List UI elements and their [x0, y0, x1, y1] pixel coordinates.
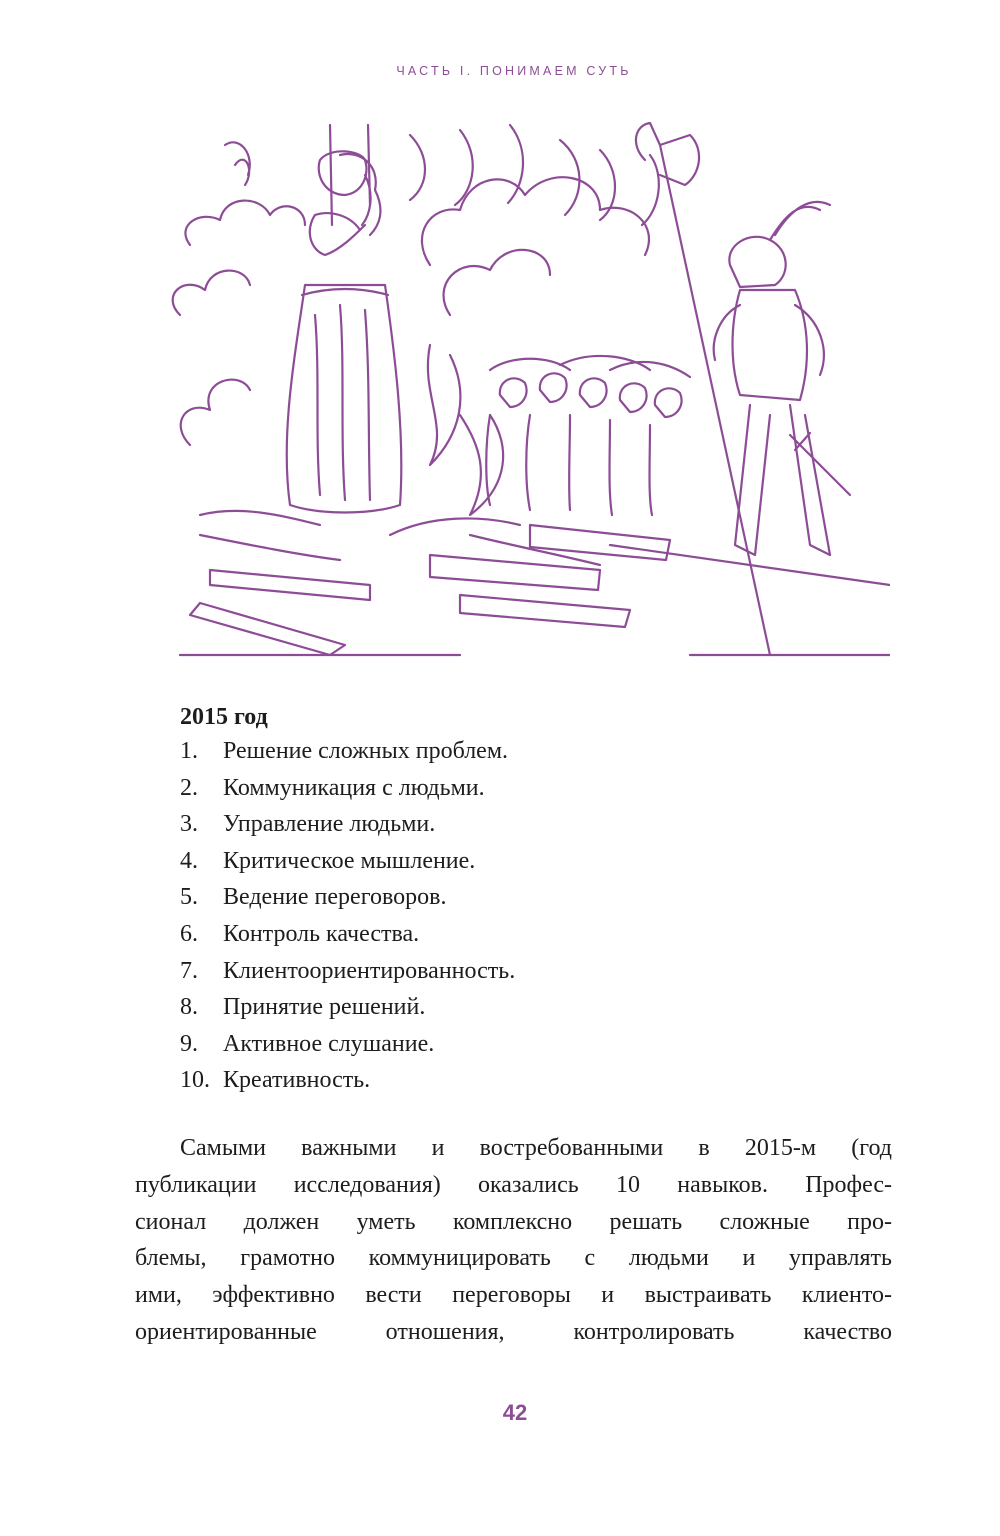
skills-list [180, 738, 515, 1104]
list-item-number: 7. [180, 957, 198, 984]
list-item [180, 884, 515, 921]
woman-belt [302, 289, 388, 295]
ground [180, 545, 890, 655]
soldier-plume [770, 202, 830, 240]
list-item-number: 6. [180, 920, 198, 947]
soldier-helmet [729, 237, 785, 287]
body-paragraph [135, 1130, 892, 1351]
firewood [190, 525, 670, 655]
woman-dress-folds [315, 305, 370, 500]
list-item [180, 848, 515, 885]
woman-arms [310, 213, 365, 255]
list-item-number: 2. [180, 774, 198, 801]
paragraph-line: Самыми важными и востребованными в 2015-м (год [180, 1135, 892, 1161]
list-item [180, 1031, 515, 1068]
list-item-text: Клиентоориентированность. [223, 957, 516, 984]
flame-left [428, 345, 503, 515]
soldier-legs [735, 405, 830, 555]
list-item-number: 5. [180, 884, 198, 911]
list-item-text: Коммуникация с людьми. [223, 774, 485, 801]
paragraph-line: сионал должен уметь комплексно решать сложные про- [135, 1208, 892, 1235]
list-item [180, 958, 515, 995]
left-cloud [173, 201, 305, 445]
paragraph-line: ими, эффективно вести переговоры и выстраивать клиенто- [135, 1282, 892, 1309]
list-item-text: Принятие решений. [223, 994, 426, 1021]
list-item-text: Ведение переговоров. [223, 884, 447, 911]
list-item [180, 1067, 515, 1104]
list-item-number: 9. [180, 1030, 198, 1057]
paragraph-line: ориентированные отношения, контролировать качество [135, 1318, 892, 1345]
paragraph-line: блемы, грамотно коммуницировать с людьми и управлять [135, 1245, 892, 1272]
list-item-number: 4. [180, 847, 198, 874]
crowd-heads [500, 373, 682, 417]
list-item-number: 8. [180, 994, 198, 1021]
left-cloud-swirl [225, 142, 250, 185]
paragraph-line: публикации исследования) оказались 10 навыков. Профес- [135, 1171, 892, 1198]
list-item [180, 738, 515, 775]
page-number: 42 [502, 1400, 528, 1425]
woman-head [319, 151, 367, 195]
list-item [180, 994, 515, 1031]
list-heading: 2015 год [180, 704, 268, 730]
list-item [180, 775, 515, 812]
list-item-number: 1. [180, 738, 198, 764]
list-item-text: Решение сложных проблем. [223, 738, 509, 764]
running-head: ЧАСТЬ I. ПОНИМАЕМ СУТЬ [396, 64, 632, 78]
list-item [180, 921, 515, 958]
list-item-text: Критическое мышление. [223, 847, 476, 874]
list-item-text: Управление людьми. [223, 811, 436, 838]
list-item-number: 10. [180, 1067, 210, 1094]
halberd-shaft [660, 145, 770, 655]
list-item-text: Активное слушание. [223, 1030, 435, 1057]
list-item-text: Контроль качества. [223, 920, 420, 947]
list-item-text: Креативность. [223, 1067, 371, 1094]
crowd-bodies [486, 415, 652, 515]
branches [200, 511, 600, 565]
list-item-number: 3. [180, 811, 198, 838]
list-item [180, 811, 515, 848]
burning-at-stake-illustration [130, 115, 890, 660]
crowd-caps [490, 356, 690, 377]
